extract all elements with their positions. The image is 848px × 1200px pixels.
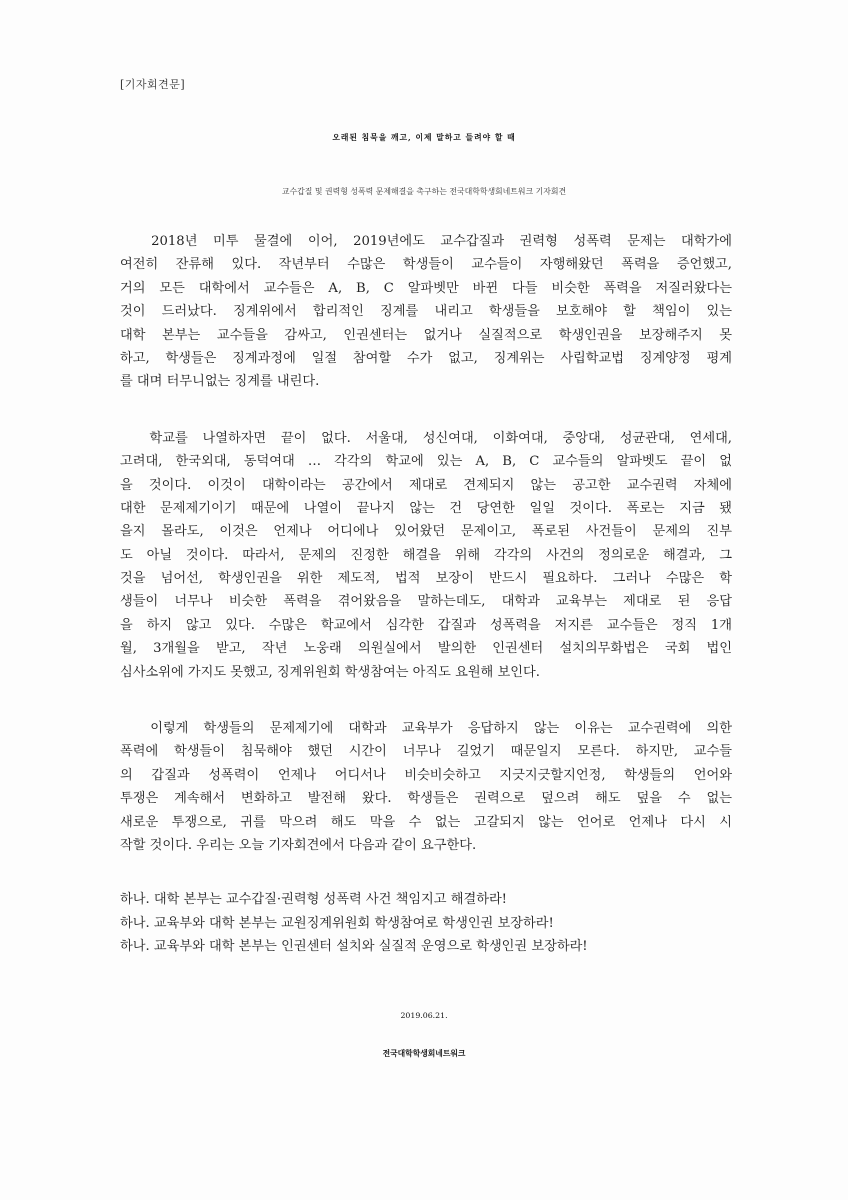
paragraph-line: 고려대, 한국외대, 동덕여대 … 각각의 학교에 있는 A, B, C 교수들의 알파벳도 끝이 없 bbox=[120, 454, 732, 470]
demand-item: 하나. 대학 본부는 교수갑질·권력형 성폭력 사건 책임지고 해결하라! bbox=[120, 892, 507, 908]
demands-list bbox=[120, 888, 732, 958]
paragraph-line: 을 것이다. 이것이 대학이라는 공간에서 제대로 견제되지 않는 공고한 교수권력 자체에 bbox=[120, 477, 732, 493]
paragraph-line: 을지 몰라도, 이것은 언제나 어디에나 있어왔던 문제이고, 폭로된 사건들이 문제의 진부 bbox=[120, 524, 732, 540]
paragraph-line: 대한 문제제기이기 때문에 나열이 끝나지 않는 건 당연한 일일 것이다. 폭로는 지금 됐 bbox=[120, 500, 732, 516]
paragraph-line: 생들이 너무나 비슷한 폭력을 겪어왔음을 말하는데도, 대학과 교육부는 제대로 된 응답 bbox=[120, 594, 732, 610]
organization-name: 전국대학학생회네트워크 bbox=[382, 1049, 466, 1058]
paragraph bbox=[120, 427, 732, 684]
paragraph-line: 심사소위에 가지도 못했고, 징계위원회 학생참여는 아직도 요원해 보인다. bbox=[120, 664, 540, 680]
paragraph-line: 작할 것이다. 우리는 오늘 기자회견에서 다음과 같이 요구한다. bbox=[120, 837, 477, 853]
paragraph-line: 이렇게 학생들의 문제제기에 대학과 교육부가 응답하지 않는 이유는 교수권력에 의한 bbox=[120, 721, 732, 737]
paragraph bbox=[120, 230, 732, 394]
demand-item: 하나. 교육부와 대학 본부는 교원징계위원회 학생참여로 학생인권 보장하라! bbox=[120, 915, 554, 931]
paragraph-line: 2018년 미투 물결에 이어, 2019년에도 교수갑질과 권력형 성폭력 문제는 대학가에 bbox=[120, 234, 732, 249]
paragraph-line: 새로운 투쟁으로, 귀를 막으려 해도 막을 수 없는 고갈되지 않는 언어로 언제나 다시 시 bbox=[120, 814, 732, 830]
paragraph-line: 를 대며 터무니없는 징계를 내린다. bbox=[120, 374, 320, 390]
paragraph-line: 의 갑질과 성폭력이 언제나 어디서나 비슷비슷하고 지긋지긋할지언정, 학생들의 언어와 bbox=[120, 767, 732, 783]
paragraph-line: 여전히 잔류해 있다. 작년부터 수많은 학생들이 교수들이 자행해왔던 폭력을 증언했고, bbox=[120, 257, 732, 273]
paragraph-line: 하고, 학생들은 징계과정에 일절 참여할 수가 없고, 징계위는 사립학교법 징계양정 평계 bbox=[120, 350, 732, 366]
paragraph-line: 학교를 나열하자면 끝이 없다. 서울대, 성신여대, 이화여대, 중앙대, 성균관대, 연세대, bbox=[120, 430, 732, 446]
paragraph-line: 도 아닐 것이다. 따라서, 문제의 진정한 해결을 위해 각각의 사건의 정의로운 해결과, 그 bbox=[120, 547, 732, 563]
paragraph-line: 것이 드러났다. 징계위에서 합리적인 징계를 내리고 학생들을 보호해야 할 책임이 있는 bbox=[120, 304, 732, 320]
paragraph bbox=[120, 717, 732, 857]
paragraph-line: 거의 모든 대학에서 교수들은 A, B, C 알파벳만 바뀐 다들 비슷한 폭력을 저질러왔다는 bbox=[120, 280, 732, 296]
paragraph-line: 폭력에 학생들이 침묵해야 했던 시간이 너무나 길었기 때문일지 모른다. 하지만, 교수들 bbox=[120, 744, 732, 760]
paragraph-line: 대학 본부는 교수들을 감싸고, 인권센터는 없거나 실질적으로 학생인권을 보장해주지 못 bbox=[120, 327, 732, 343]
document-title: 오래된 침묵을 깨고, 이제 말하고 들려야 할 때 bbox=[332, 133, 516, 142]
paragraph-line: 투쟁은 계속해서 변화하고 발전해 왔다. 학생들은 권력으로 덮으려 해도 덮을 수 없는 bbox=[120, 791, 732, 807]
paragraph-line: 을 하지 않고 있다. 수많은 학교에서 심각한 갑질과 성폭력을 저지른 교수들은 정직 1개 bbox=[120, 617, 732, 633]
document-subtitle: 교수갑질 및 권력형 성폭력 문제해결을 촉구하는 전국대학학생회네트워크 기자회견 bbox=[281, 187, 567, 196]
demand-item: 하나. 교육부와 대학 본부는 인권센터 설치와 실질적 운영으로 학생인권 보장하라! bbox=[120, 939, 588, 955]
paragraph-line: 것을 넘어선, 학생인권을 위한 제도적, 법적 보장이 반드시 필요하다. 그러나 수많은 학 bbox=[120, 571, 732, 587]
document-date: 2019.06.21. bbox=[400, 1011, 448, 1020]
paragraph-line: 월, 3개월을 받고, 작년 노웅래 의원실에서 발의한 인권센터 설치의무화법은 국회 법인 bbox=[120, 641, 732, 657]
document-tag: [기자회견문] bbox=[120, 78, 186, 91]
document-body bbox=[120, 230, 732, 959]
